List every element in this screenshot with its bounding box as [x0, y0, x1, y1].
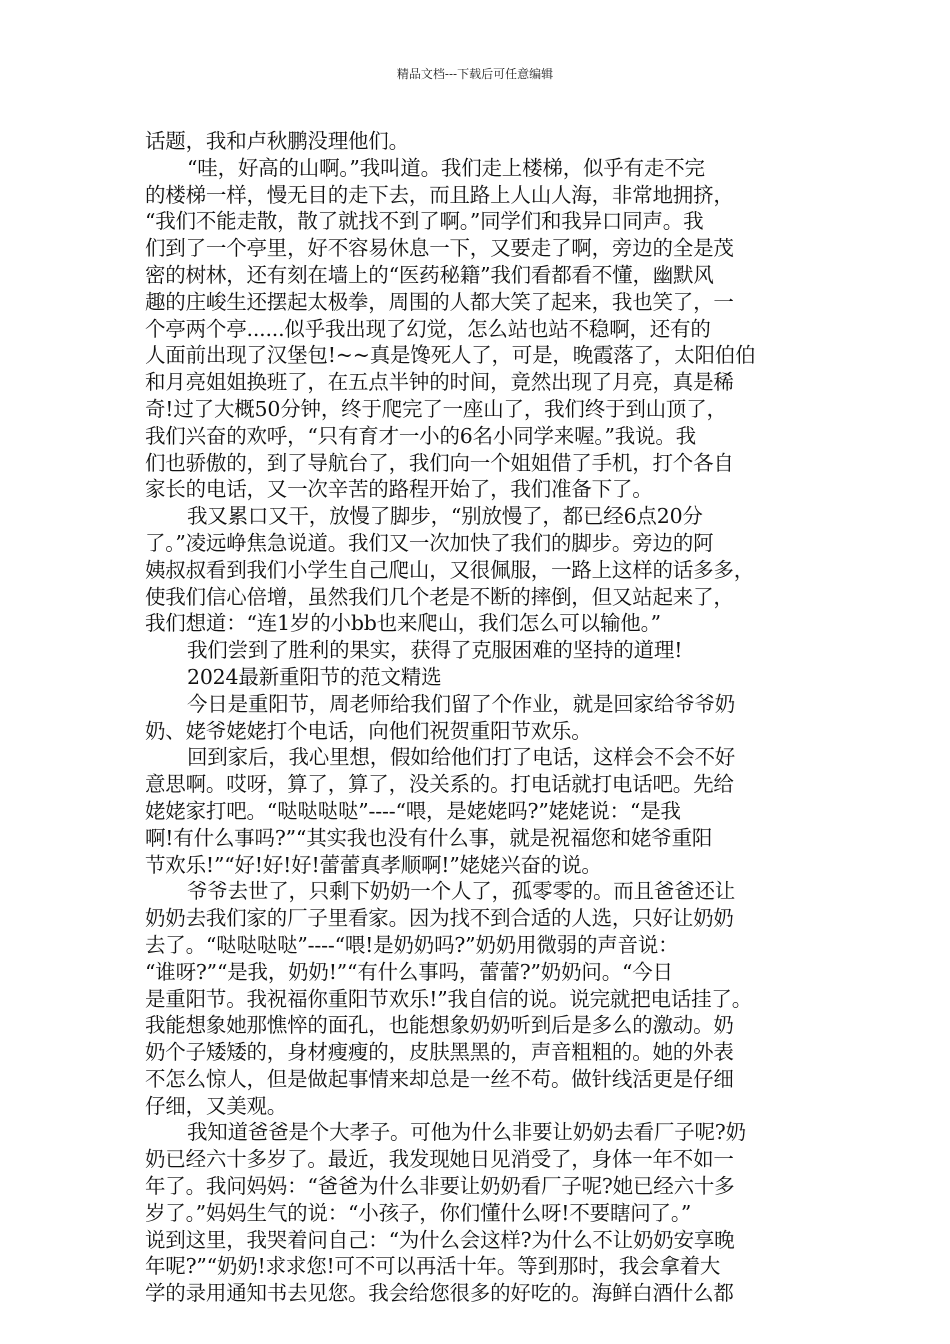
text-line: “我们不能走散，散了就找不到了啊。”同学们和我异口同声。我 [145, 209, 704, 234]
text-line: 们到了一个亭里，好不容易休息一下，又要走了啊，旁边的全是茂 [145, 236, 734, 261]
text-line: 我知道爸爸是个大孝子。可他为什么非要让奶奶去看厂子呢?奶 [187, 1120, 746, 1145]
text-line: 个亭两个亭......似乎我出现了幻觉，怎么站也站不稳啊，还有的 [145, 316, 711, 341]
text-line: 我能想象她那憔悴的面孔，也能想象奶奶听到后是多么的激动。奶 [145, 1013, 734, 1038]
text-line: 2024最新重阳节的范文精选 [187, 664, 442, 689]
text-line: 仔细，又美观。 [145, 1093, 288, 1118]
text-line: 人面前出现了汉堡包!~~真是馋死人了，可是，晚霞落了，太阳伯伯 [145, 343, 756, 368]
text-line: 家长的电话，又一次辛苦的路程开始了，我们准备下了。 [145, 477, 653, 502]
text-line: 学的录用通知书去见您。我会给您很多的好吃的。海鲜白酒什么都 [145, 1281, 734, 1306]
text-line: 我们想道：“连1岁的小bb也来爬山，我们怎么可以输他。” [145, 611, 661, 636]
page-header: 精品文档---下载后可任意编辑 [396, 67, 554, 81]
text-line: 意思啊。哎呀，算了，算了，没关系的。打电话就打电话吧。先给 [145, 772, 734, 797]
text-line: 我们兴奋的欢呼，“只有育才一小的6名小同学来喔。”我说。我 [145, 423, 696, 448]
text-line: 我们尝到了胜利的果实，获得了克服困难的坚持的道理! [187, 638, 683, 663]
text-line: 去了。“哒哒哒哒”----“喂!是奶奶吗?”奶奶用微弱的声音说： [145, 932, 679, 957]
text-line: 们也骄傲的，到了导航台了，我们向一个姐姐借了手机，打个各自 [145, 450, 734, 475]
text-line: 奶、姥爷姥姥打个电话，向他们祝贺重阳节欢乐。 [145, 718, 592, 743]
text-line: “哇，好高的山啊。”我叫道。我们走上楼梯，似乎有走不完 [187, 155, 705, 180]
text-line: 爷爷去世了，只剩下奶奶一个人了，孤零零的。而且爸爸还让 [187, 879, 736, 904]
text-line: 奶个子矮矮的，身材瘦瘦的，皮肤黑黑的，声音粗粗的。她的外表 [145, 1040, 734, 1065]
text-line: 年了。我问妈妈：“爸爸为什么非要让奶奶看厂子呢?她已经六十多 [145, 1174, 735, 1199]
text-line: 奶奶去我们家的厂子里看家。因为找不到合适的人选，只好让奶奶 [145, 906, 734, 931]
text-line: 和月亮姐姐换班了，在五点半钟的时间，竟然出现了月亮，真是稀 [145, 370, 734, 395]
text-line: 年呢?”“奶奶!求求您!可不可以再活十年。等到那时，我会拿着大 [145, 1254, 721, 1279]
text-line: 趣的庄峻生还摆起太极拳，周围的人都大笑了起来，我也笑了，一 [145, 289, 734, 314]
text-line: 回到家后，我心里想，假如给他们打了电话，这样会不会不好 [187, 745, 736, 770]
text-line: 啊!有什么事吗?”“其实我也没有什么事，就是祝福您和姥爷重阳 [145, 825, 713, 850]
text-line: 了。”凌远峥焦急说道。我们又一次加快了我们的脚步。旁边的阿 [145, 530, 714, 555]
text-line: 奶已经六十多岁了。最近，我发现她日见消受了，身体一年不如一 [145, 1147, 734, 1172]
text-line: 不怎么惊人，但是做起事情来却总是一丝不苟。做针线活更是仔细 [145, 1066, 734, 1091]
text-line: 姥姥家打吧。“哒哒哒哒”----“喂，是姥姥吗?”姥姥说：“是我 [145, 798, 681, 823]
text-line: “谁呀?”“是我，奶奶!”“有什么事吗，蕾蕾?”奶奶问。“今日 [145, 959, 673, 984]
text-line: 我又累口又干，放慢了脚步，“别放慢了，都已经6点20分 [187, 504, 703, 529]
text-line: 节欢乐!”“好!好!好!蕾蕾真孝顺啊!”姥姥兴奋的说。 [145, 852, 602, 877]
text-line: 是重阳节。我祝福你重阳节欢乐!”我自信的说。说完就把电话挂了。 [145, 986, 753, 1011]
text-line: 的楼梯一样，慢无目的走下去，而且路上人山人海，非常地拥挤， [145, 182, 734, 207]
text-line: 密的树林，还有刻在墙上的“医药秘籍”我们看都看不懂，幽默风 [145, 262, 714, 287]
text-line: 今日是重阳节，周老师给我们留了个作业，就是回家给爷爷奶 [187, 691, 736, 716]
document-body [145, 128, 825, 1307]
text-line: 说到这里，我哭着问自己：“为什么会这样?为什么不让奶奶安享晚 [145, 1227, 735, 1252]
text-line: 奇!过了大概50分钟，终于爬完了一座山了，我们终于到山顶了， [145, 396, 727, 421]
text-line: 岁了。”妈妈生气的说：“小孩子，你们懂什么呀!不要瞎问了。” [145, 1200, 692, 1225]
text-line: 话题，我和卢秋鹏没理他们。 [145, 129, 409, 153]
text-line: 使我们信心倍增，虽然我们几个老是不断的摔倒，但又站起来了， [145, 584, 734, 609]
text-line: 姨叔叔看到我们小学生自己爬山，又很佩服，一路上这样的话多多， [145, 557, 754, 582]
